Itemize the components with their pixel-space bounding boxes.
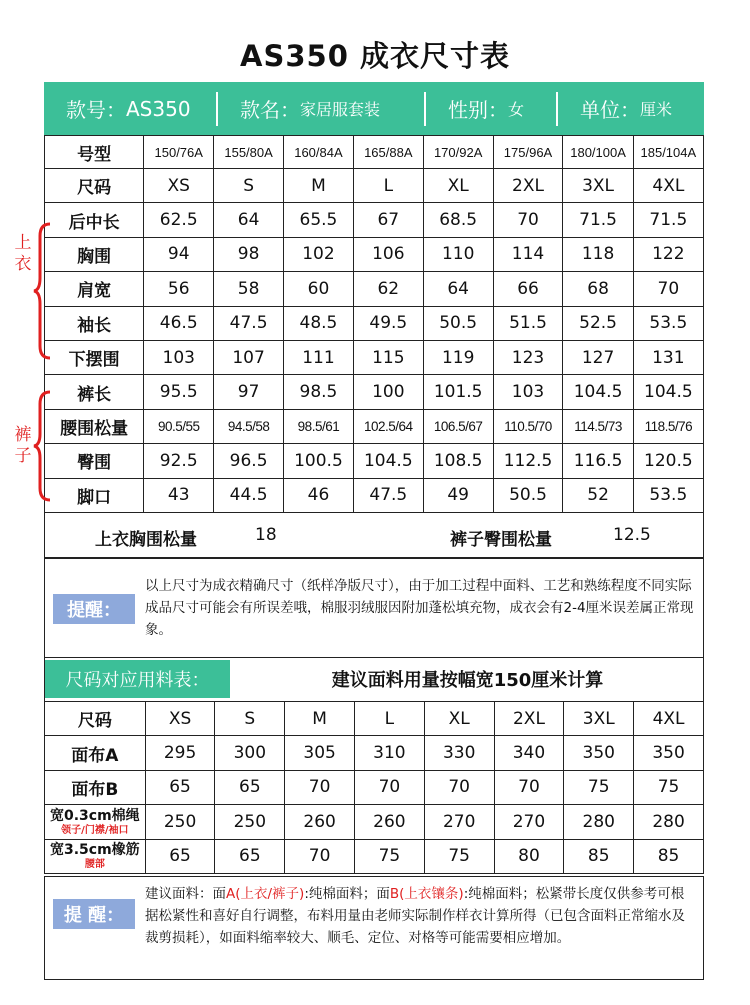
table-cell: 43 (144, 478, 214, 512)
table-cell: 107 (214, 340, 284, 374)
table-cell: 120.5 (633, 444, 703, 478)
table-row (45, 169, 704, 203)
table-cell: 250 (215, 805, 285, 839)
row-label: 胸围 (45, 237, 144, 271)
row-label-text: 面布B (71, 779, 119, 800)
unit (558, 82, 704, 135)
ease-row (44, 512, 704, 558)
row-sublabel: 腰部 (84, 859, 105, 871)
table-cell: 104.5 (563, 375, 633, 409)
table-cell: 65 (145, 839, 215, 873)
table-cell: 350 (564, 736, 634, 770)
row-label (45, 736, 146, 770)
table-cell: 68 (563, 272, 633, 306)
table-cell: 310 (355, 736, 425, 770)
table-cell: 260 (285, 805, 355, 839)
table-cell: 70 (285, 770, 355, 804)
table-cell: 44.5 (214, 478, 284, 512)
table-cell: 52.5 (563, 306, 633, 340)
table-cell: 119 (423, 340, 493, 374)
table-cell: 305 (285, 736, 355, 770)
table-cell: 2XL (494, 702, 564, 736)
table-cell: 123 (493, 340, 563, 374)
hip-ease-value: 12.5 (613, 525, 651, 545)
row-sublabel: 领子/门襟/袖口 (61, 824, 129, 836)
table-cell: 47.5 (214, 306, 284, 340)
row-label: 腰围松量 (45, 409, 144, 443)
table-cell: 4XL (633, 169, 703, 203)
model-label: 款号： (66, 98, 126, 122)
table-cell: 47.5 (353, 478, 423, 512)
table-cell: 175/96A (493, 136, 563, 169)
table-cell: 118 (563, 237, 633, 271)
table-cell: 56 (144, 272, 214, 306)
table-cell: 68.5 (423, 203, 493, 237)
table-cell: 95.5 (144, 375, 214, 409)
table-cell: 108.5 (423, 444, 493, 478)
table-cell: 92.5 (144, 444, 214, 478)
table-cell: XL (423, 169, 493, 203)
table-cell: 70 (285, 839, 355, 873)
table-cell: 300 (215, 736, 285, 770)
table-cell: 2XL (493, 169, 563, 203)
table-cell: 70 (493, 203, 563, 237)
table-cell: 110.5/70 (493, 409, 563, 443)
table-row (45, 237, 704, 271)
table-cell: 62 (353, 272, 423, 306)
table-cell: 66 (493, 272, 563, 306)
table-cell: L (355, 702, 425, 736)
table-cell: 101.5 (423, 375, 493, 409)
table-cell: 3XL (563, 169, 633, 203)
table-row (45, 409, 704, 443)
table-row (45, 444, 704, 478)
table-cell: 71.5 (563, 203, 633, 237)
table-cell: 58 (214, 272, 284, 306)
table-cell: 65 (215, 839, 285, 873)
table-row (45, 736, 704, 770)
table-cell: 160/84A (284, 136, 354, 169)
table-cell: 106 (353, 237, 423, 271)
table-cell: 106.5/67 (423, 409, 493, 443)
material-header (44, 658, 704, 702)
table-cell: M (284, 169, 354, 203)
table-cell: 350 (634, 736, 704, 770)
table-cell: 65.5 (284, 203, 354, 237)
pants-side-label: 裤子 (14, 425, 32, 466)
table-cell: 70 (494, 770, 564, 804)
table-cell: 65 (215, 770, 285, 804)
name-value: 家居服套装 (300, 100, 381, 119)
table-row (45, 839, 704, 873)
table-cell: 49.5 (353, 306, 423, 340)
table-cell: 52 (563, 478, 633, 512)
table-cell: 127 (563, 340, 633, 374)
name-label: 款名： (240, 98, 300, 122)
table-cell: 70 (355, 770, 425, 804)
table-cell: 102.5/64 (353, 409, 423, 443)
table-cell: 46 (284, 478, 354, 512)
table-cell: 71.5 (633, 203, 703, 237)
model-number (44, 82, 216, 135)
table-cell: 114.5/73 (563, 409, 633, 443)
table-cell: 49 (423, 478, 493, 512)
row-label: 裤长 (45, 375, 144, 409)
table-cell: 64 (423, 272, 493, 306)
table-row (45, 203, 704, 237)
table-cell: 270 (424, 805, 494, 839)
table-cell: 155/80A (214, 136, 284, 169)
reminder-text-2: 建议面料：面A(上衣/裤子):纯棉面料；面B(上衣镶条):纯棉面料；松紧带长度仅供参考可根据松紧性和喜好自行调整，布料用量由老师实际制作样衣计算所得（已包含面料正常缩水及裁剪损耗），如面料缩率较大、顺毛、定位、对格等可能需要相应增加。 (145, 886, 685, 946)
model-value: AS350 (126, 96, 191, 121)
row-label-text: 宽0.3cm棉绳 (49, 807, 140, 824)
gender-label: 性别： (448, 98, 508, 122)
table-cell: 100.5 (284, 444, 354, 478)
table-row (45, 340, 704, 374)
table-row (45, 272, 704, 306)
table-cell: 98.5 (284, 375, 354, 409)
table-cell: 115 (353, 340, 423, 374)
table-cell: 46.5 (144, 306, 214, 340)
table-row (45, 136, 704, 169)
gender (426, 82, 556, 135)
reminder-badge-2: 提 醒： (53, 899, 135, 929)
table-cell: XS (145, 702, 215, 736)
row-label: 肩宽 (45, 272, 144, 306)
table-cell: 94.5/58 (214, 409, 284, 443)
table-cell: 53.5 (633, 478, 703, 512)
table-cell: S (215, 702, 285, 736)
table-cell: 80 (494, 839, 564, 873)
table-cell: 50.5 (493, 478, 563, 512)
table-cell: 102 (284, 237, 354, 271)
reminder-badge: 提醒： (53, 594, 135, 624)
table-cell: 50.5 (423, 306, 493, 340)
table-cell: 165/88A (353, 136, 423, 169)
table-cell: 340 (494, 736, 564, 770)
hip-ease-label: 裤子臀围松量 (450, 530, 552, 550)
table-cell: 98.5/61 (284, 409, 354, 443)
table-cell: 170/92A (423, 136, 493, 169)
reminder-text: 以上尺寸为成衣精确尺寸（纸样净版尺寸），由于加工过程中面料、工艺和熟练程度不同实际成品尺寸可能会有所误差哦，棉服羽绒服因附加蓬松填充物，成衣会有2-4厘米误差属正常现象。 (145, 578, 694, 638)
table-cell: 118.5/76 (633, 409, 703, 443)
material-table (44, 701, 704, 874)
row-label: 号型 (45, 136, 144, 169)
table-cell: 53.5 (633, 306, 703, 340)
table-cell: 75 (634, 770, 704, 804)
table-row (45, 702, 704, 736)
table-cell: 112.5 (493, 444, 563, 478)
table-cell: 103 (493, 375, 563, 409)
table-cell: XS (144, 169, 214, 203)
table-cell: 75 (355, 839, 425, 873)
row-label: 脚口 (45, 478, 144, 512)
row-label: 袖长 (45, 306, 144, 340)
table-row (45, 306, 704, 340)
table-cell: 104.5 (633, 375, 703, 409)
chest-ease-value: 18 (255, 525, 277, 545)
table-cell: 150/76A (144, 136, 214, 169)
gender-value: 女 (508, 100, 525, 119)
table-row (45, 478, 704, 512)
row-label: 臀围 (45, 444, 144, 478)
chest-ease-label: 上衣胸围松量 (95, 530, 197, 550)
table-cell: 60 (284, 272, 354, 306)
row-label-text: 面布A (71, 745, 119, 766)
table-cell: 111 (284, 340, 354, 374)
table-cell: 98 (214, 237, 284, 271)
table-cell: 97 (214, 375, 284, 409)
table-cell: 67 (353, 203, 423, 237)
table-cell: 51.5 (493, 306, 563, 340)
reminder-box (44, 558, 704, 658)
table-cell: 85 (564, 839, 634, 873)
table-cell: 103 (144, 340, 214, 374)
material-header-note: 建议面料用量按幅宽150厘米计算 (331, 670, 604, 691)
table-cell: 62.5 (144, 203, 214, 237)
table-cell: 94 (144, 237, 214, 271)
reminder-box-2 (44, 876, 704, 980)
row-label (45, 770, 146, 804)
row-label (45, 702, 146, 736)
row-label: 尺码 (45, 169, 144, 203)
table-row (45, 375, 704, 409)
table-cell: 131 (633, 340, 703, 374)
material-header-label: 尺码对应用料表： (45, 660, 230, 698)
table-row (45, 805, 704, 839)
table-cell: 122 (633, 237, 703, 271)
table-cell: 250 (145, 805, 215, 839)
table-cell: 110 (423, 237, 493, 271)
table-cell: 4XL (634, 702, 704, 736)
table-cell: 295 (145, 736, 215, 770)
info-bar (44, 82, 704, 135)
row-label-text: 宽3.5cm橡筋 (49, 842, 140, 859)
table-cell: 104.5 (353, 444, 423, 478)
table-cell: 116.5 (563, 444, 633, 478)
table-cell: XL (424, 702, 494, 736)
row-label (45, 805, 146, 839)
style-name (218, 82, 424, 135)
table-cell: 185/104A (633, 136, 703, 169)
row-label: 后中长 (45, 203, 144, 237)
table-cell: 100 (353, 375, 423, 409)
table-cell: 330 (424, 736, 494, 770)
table-cell: 280 (634, 805, 704, 839)
table-cell: 75 (564, 770, 634, 804)
table-cell: 48.5 (284, 306, 354, 340)
table-cell: 85 (634, 839, 704, 873)
row-label-text: 尺码 (77, 711, 112, 732)
table-cell: 90.5/55 (144, 409, 214, 443)
row-label: 下摆围 (45, 340, 144, 374)
table-cell: 70 (424, 770, 494, 804)
table-cell: 260 (355, 805, 425, 839)
table-cell: 114 (493, 237, 563, 271)
pants-brace-icon (32, 390, 52, 502)
unit-value: 厘米 (640, 100, 673, 119)
table-cell: 96.5 (214, 444, 284, 478)
table-cell: 64 (214, 203, 284, 237)
row-label (45, 839, 146, 873)
size-table (44, 135, 704, 513)
table-cell: 65 (145, 770, 215, 804)
table-cell: 270 (494, 805, 564, 839)
table-cell: 70 (633, 272, 703, 306)
top-brace-icon (32, 222, 52, 360)
table-cell: 3XL (564, 702, 634, 736)
unit-label: 单位： (580, 98, 640, 122)
table-cell: 75 (424, 839, 494, 873)
table-cell: S (214, 169, 284, 203)
table-cell: M (285, 702, 355, 736)
table-cell: 280 (564, 805, 634, 839)
page-title: AS350 成衣尺寸表 (240, 39, 510, 73)
table-row (45, 770, 704, 804)
top-side-label: 上衣 (14, 233, 32, 274)
table-cell: 180/100A (563, 136, 633, 169)
table-cell: L (353, 169, 423, 203)
